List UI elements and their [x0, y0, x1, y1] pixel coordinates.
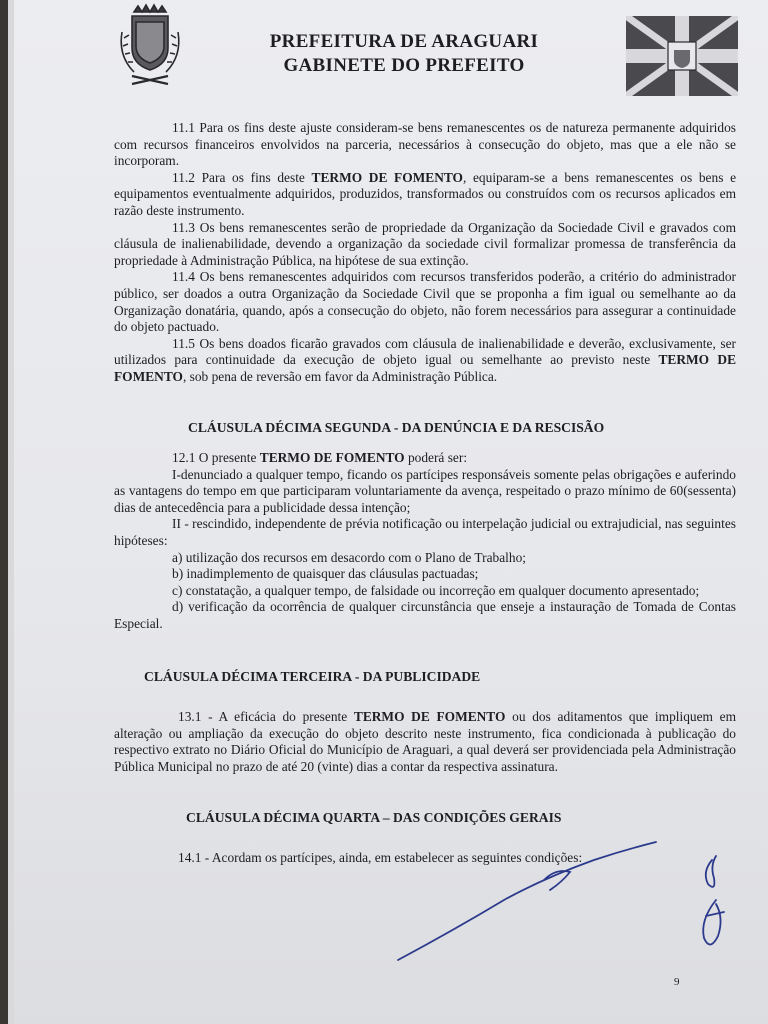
text: , sob pena de reversão em favor da Administração Pública.	[182, 368, 498, 384]
document-body	[114, 120, 736, 867]
text: 11.5 Os bens doados ficarão gravados com cláusula de inalienabilidade e deverão, exclusivamente, ser utilizados para continuidade da execução de objeto igual ou semelhante ao previsto neste	[114, 335, 736, 368]
item-12-c: c) constatação, a qualquer tempo, de falsidade ou incorreção em qualquer documento apresentado;	[172, 582, 700, 598]
term-bold: TERMO DE FOMENTO	[311, 169, 463, 185]
item-12-a: a) utilização dos recursos em desacordo com o Plano de Trabalho;	[172, 549, 527, 565]
handwritten-signature	[394, 820, 754, 980]
text: 13.1 - A eficácia do presente	[178, 709, 354, 725]
paragraph-11-2	[114, 170, 736, 220]
paragraph-11-4: 11.4 Os bens remanescentes adquiridos com recursos transferidos poderão, a critério do administrador público, ser doados a outra Organização da Sociedade Civil que se proponha a fim igual ou semelhante ao da Organização donatária, quando, após a consecução do objeto, não forem necessários para assegurar a continuidade do objeto pactuado.	[114, 269, 736, 335]
text: poderá ser:	[404, 450, 468, 466]
paragraph-14-1: 14.1 - Acordam os partícipes, ainda, em estabelecer as seguintes condições:	[178, 850, 583, 866]
paragraph-13-1	[114, 709, 736, 775]
letterhead	[234, 30, 574, 78]
paragraph-12-II: II - rescindido, independente de prévia notificação ou interpelação judicial ou extrajudicial, nas seguintes hipóteses:	[114, 516, 736, 549]
header-subtitle: GABINETE DO PREFEITO	[283, 55, 525, 76]
text: , equiparam-se a bens remanescentes os bens e equipamentos eventualmente adquiridos, produzidos, transformados ou construídos com os recursos aplicados em razão deste instrumento.	[114, 169, 737, 218]
text: 12.1 O presente	[172, 450, 260, 466]
header-title: PREFEITURA DE ARAGUARI	[269, 31, 539, 52]
paragraph-11-1: 11.1 Para os fins deste ajuste consideram-se bens remanescentes os de natureza permanente adquiridos com recursos financeiros envolvidos na parceria, necessários à consecução do objeto, mas que a ele não se incorporam.	[114, 120, 736, 169]
paragraph-11-5	[114, 336, 736, 386]
paragraph-12-1	[114, 450, 736, 467]
heading-clause-13: CLÁUSULA DÉCIMA TERCEIRA - DA PUBLICIDADE	[144, 668, 481, 684]
paragraph-12-I: I-denunciado a qualquer tempo, ficando os partícipes responsáveis somente pelas obrigações e auferindo as vantagens do tempo em que participaram voluntariamente da avença, respeitado o prazo mínimo de 60(sessenta) dias de antecedência para a publicidade dessa intenção;	[114, 466, 736, 515]
city-coat-of-arms-icon	[112, 2, 184, 88]
heading-clause-12: CLÁUSULA DÉCIMA SEGUNDA - DA DENÚNCIA E DA RESCISÃO	[188, 419, 605, 435]
term-bold: TERMO DE FOMENTO	[114, 352, 736, 384]
text: ou dos aditamentos que impliquem em alteração ou ampliação da execução do objeto descrito neste instrumento, fica condicionada à publicação do respectivo extrato no Diário Oficial do Município de Araguari, a qual deverá ser providenciada pela Administração Pública Municipal no prazo de até 20 (vinte) dias a contar da respectiva assinatura.	[114, 709, 737, 774]
heading-clause-14: CLÁUSULA DÉCIMA QUARTA – DAS CONDIÇÕES GERAIS	[186, 809, 562, 825]
document-page	[14, 0, 768, 1024]
term-bold: TERMO DE FOMENTO	[259, 450, 405, 466]
page-number: 9	[674, 976, 680, 988]
paragraph-11-3: 11.3 Os bens remanescentes serão de propriedade da Organização da Sociedade Civil e gravados com cláusula de inalienabilidade, devendo a organização da sociedade civil formalizar promessa de transferência da propriedade à Administração Pública, na hipótese de sua extinção.	[114, 219, 736, 268]
term-bold: TERMO DE FOMENTO	[353, 709, 506, 725]
text: 11.2 Para os fins deste	[172, 169, 312, 185]
item-12-b: b) inadimplemento de quaisquer das cláusulas pactuadas;	[172, 566, 479, 582]
item-12-d: d) verificação da ocorrência de qualquer circunstância que enseje a instauração de Tomada de Contas Especial.	[114, 599, 736, 632]
city-flag-icon	[626, 16, 738, 96]
